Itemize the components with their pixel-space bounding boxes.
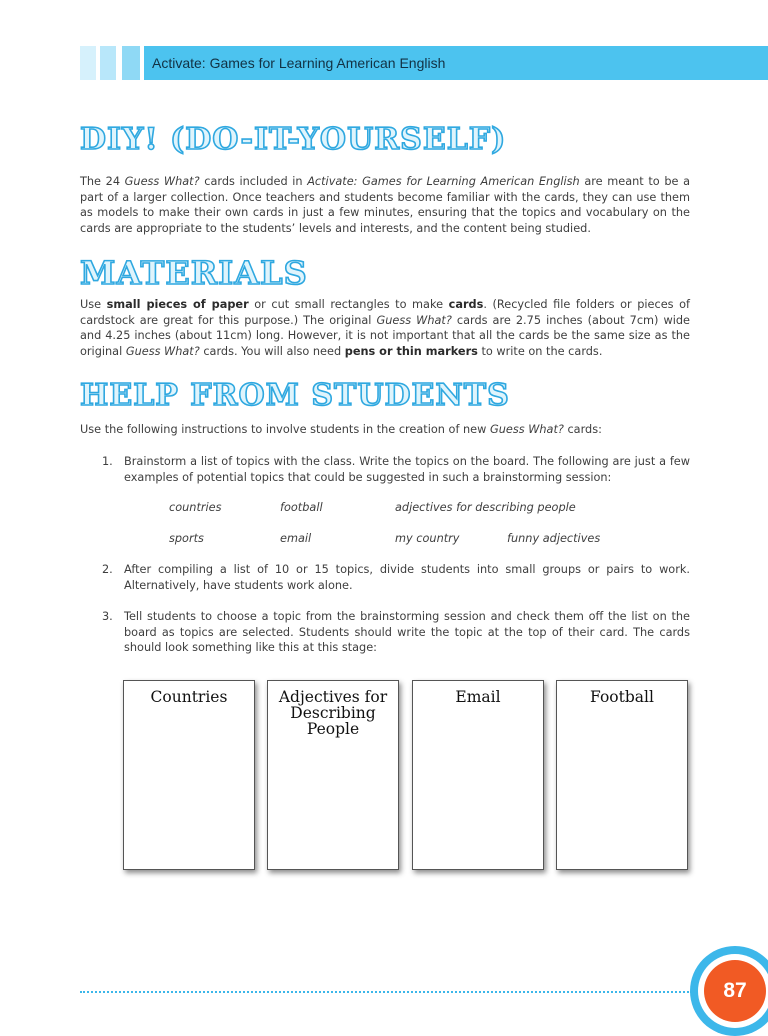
help-heading: HELP FROM STUDENTS [80, 378, 510, 413]
topic-example: football [280, 501, 323, 514]
topic-example: sports [169, 532, 204, 545]
header-stripe [100, 46, 116, 80]
materials-paragraph: Use small pieces of paper or cut small rectangles to make cards. (Recycled file folders or pieces of cardstock are great for this purpose.) The original Guess What? cards are 2.75 inches (about 7cm) wide and 4.25 inches (about 11cm) long. However, it is not important that all the cards be the same size as the original Guess What? cards. You will also need pens or thin markers to write on the cards. [80, 298, 691, 358]
page-header [80, 46, 768, 80]
page-number-badge [690, 946, 768, 1036]
topic-example: email [280, 532, 312, 545]
example-card-countries: Countries [123, 680, 255, 870]
topic-example: adjectives for describing people [395, 501, 576, 514]
header-title: Activate: Games for Learning American English [144, 46, 768, 80]
materials-heading: MATERIALS [80, 254, 308, 292]
header-stripe [80, 46, 96, 80]
topic-example: my country [395, 532, 460, 545]
help-intro: Use the following instructions to involve students in the creation of new Guess What? cards: [80, 423, 602, 436]
footer-dotted-line [80, 991, 692, 993]
topic-example: funny adjectives [507, 532, 601, 545]
example-card-email: Email [412, 680, 544, 870]
page-number: 87 [704, 960, 766, 1022]
diy-paragraph: The 24 Guess What? cards included in Activate: Games for Learning American English are meant to be a part of a larger collection. Once teachers and students become familiar with the cards, they can use them as models to make their own cards in just a few minutes, ensuring that the topics and vocabulary on the cards are appropriate to the students’ levels and interests, and the content being studied. [80, 175, 690, 235]
header-stripe [122, 46, 140, 80]
example-card-football: Football [556, 680, 688, 870]
topic-example: countries [169, 501, 222, 514]
example-card-adjectives: Adjectives for Describing People [267, 680, 399, 870]
diy-heading: DIY! (DO-IT-YOURSELF) [80, 122, 507, 157]
